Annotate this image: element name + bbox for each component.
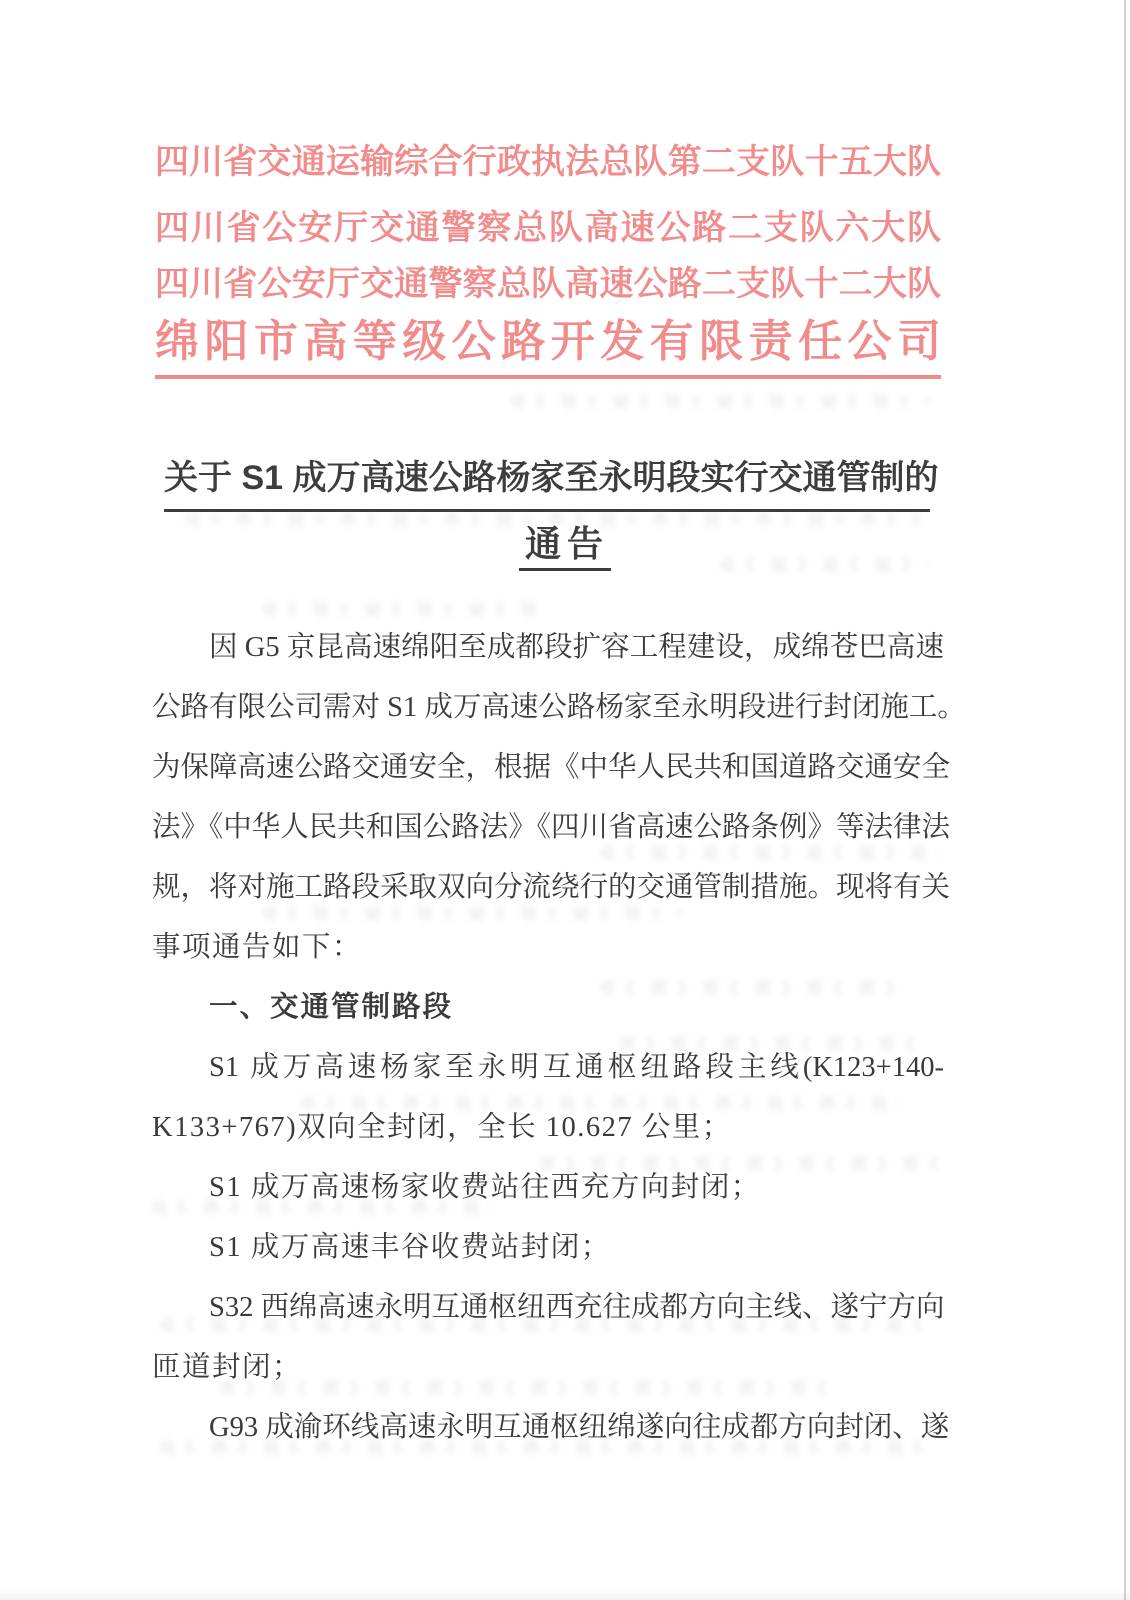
scanner-bottom-shade [0,1590,1130,1600]
agency-line-3: 四川省公安厅交通警察总队高速公路二支队十二大队 [155,265,941,303]
body-line: 匝道封闭； [152,1352,303,1383]
body-line: G93 成渝环线高速永明互通枢纽绵遂向往成都方向封闭、遂 [209,1412,950,1443]
body-line: S1 成万高速丰谷收费站封闭； [209,1232,611,1263]
document-title-line1: 关于 S1 成万高速公路杨家至永明段实行交通管制的 [164,456,930,512]
body-line: 规，将对施工路段采取双向分流绕行的交通管制措施。现将有关 [152,872,951,903]
body-line: S1 成万高速杨家至永明互通枢纽路段主线(K123+140- [209,1052,944,1083]
body-line: 法》《中华人民共和国公路法》《四川省高速公路条例》等法律法 [152,812,951,843]
body-line: S32 西绵高速永明互通枢纽西充往成都方向主线、遂宁方向 [209,1292,945,1323]
body-line: 因 G5 京昆高速绵阳至成都段扩容工程建设，成绵苍巴高速 [209,632,944,663]
body-line: 为保障高速公路交通安全，根据《中华人民共和国道路交通安全 [152,752,951,783]
section-heading-traffic-control-sections: 一、交通管制路段 [209,992,454,1023]
issuer-line: 绵阳市高等级公路开发有限责任公司 [155,316,941,379]
body-line: 公路有限公司需对 S1 成万高速公路杨家至永明段进行封闭施工。 [152,692,966,723]
scanner-edge-line [1124,0,1126,1600]
body-line: K133+767)双向全封闭，全长 10.627 公里； [152,1112,732,1143]
document-title-line2-wrap [0,524,1130,571]
bleedthrough-smudge [510,394,930,408]
bleedthrough-smudge [262,602,542,616]
body-line: 事项通告如下： [152,932,363,963]
notice-body [152,618,966,1458]
agency-line-1: 四川省交通运输综合行政执法总队第二支队十五大队 [155,143,941,181]
body-line: S1 成万高速杨家收费站往西充方向封闭； [209,1172,761,1203]
document-title-line2: 通告 [519,524,611,571]
agency-line-2: 四川省公安厅交通警察总队高速公路二支队六大队 [155,209,941,247]
